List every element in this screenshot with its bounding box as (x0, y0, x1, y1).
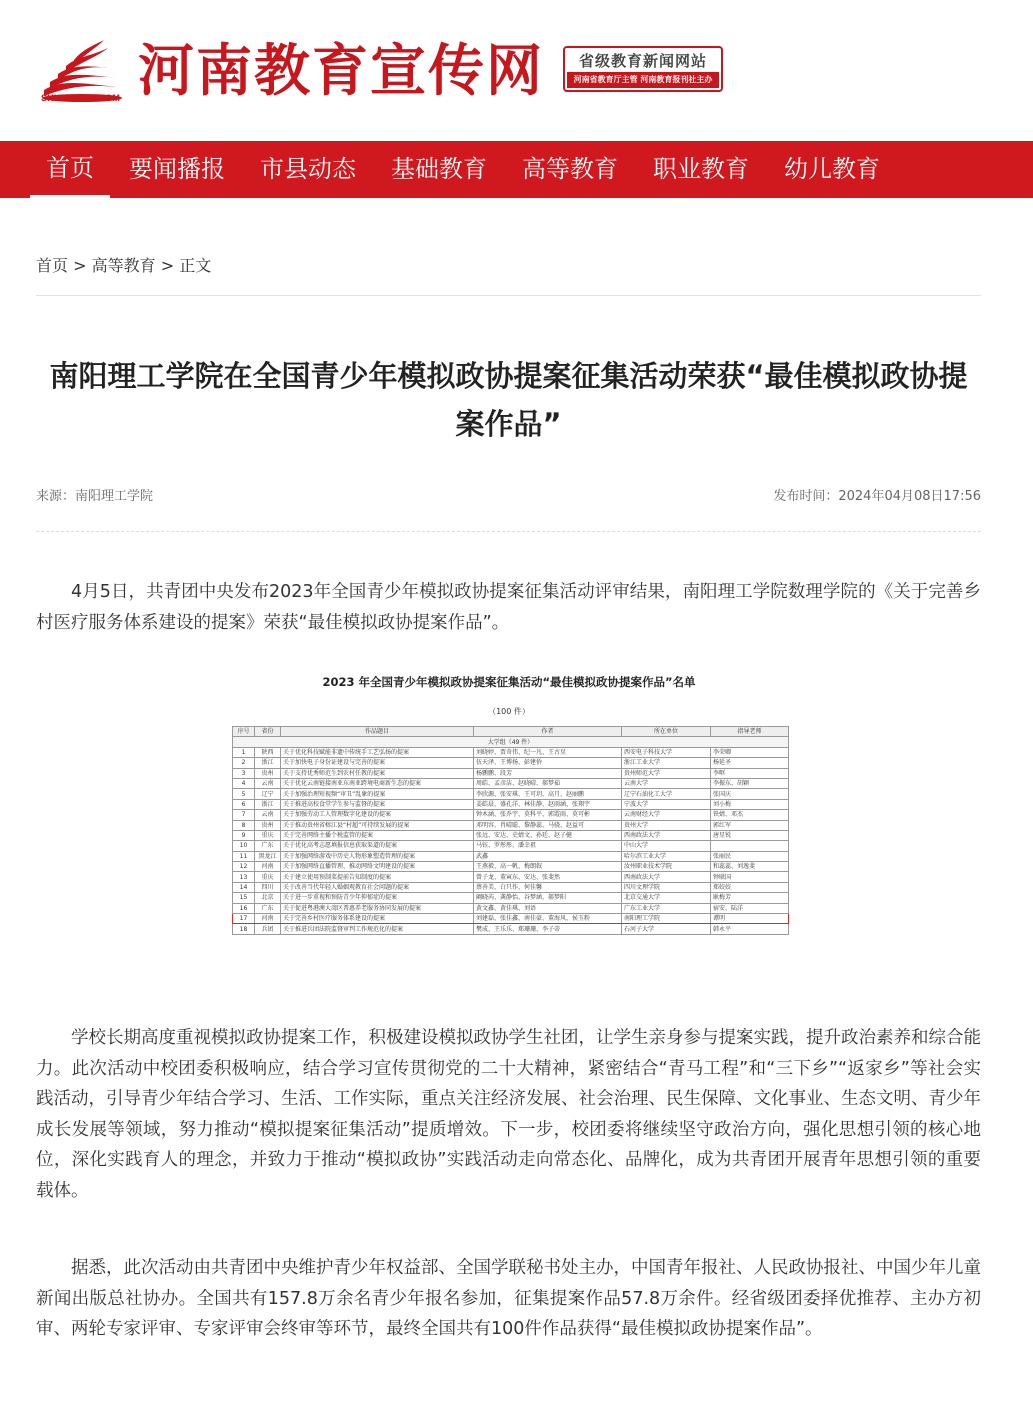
breadcrumb-separator: > (160, 256, 175, 275)
table-cell: 13 (233, 872, 255, 882)
table-row (233, 768, 789, 778)
table-row (233, 914, 789, 924)
table-cell: 关于推动贵州省榕江县“村超”可持续发展的提案 (281, 820, 474, 830)
table-cell: 四川文理学院 (622, 882, 711, 892)
table-cell: 黄文鑫、黄佳琪、刘语 (474, 903, 622, 913)
table-cell: 铁婧、邓杰 (711, 810, 789, 820)
table-cell: 8 (233, 820, 255, 830)
table-cell: 哈尔滨工业大学 (622, 851, 711, 861)
table-cell: 1 (233, 747, 255, 757)
table-cell: 杨鹏鹏、段芳 (474, 768, 622, 778)
table-cell: 西安电子科技大学 (622, 747, 711, 757)
nav-item-news[interactable]: 要闻播报 (129, 155, 225, 183)
table-cell: 关于推进高校食堂学生参与监督的提案 (281, 799, 474, 809)
table-cell: 伍天泽、王博扬、彭建侨 (474, 758, 622, 768)
table-cell: 钟联国 (711, 872, 789, 882)
table-cell: 辽宁石油化工大学 (622, 789, 711, 799)
table-cell: 7 (233, 810, 255, 820)
table-cell: 16 (233, 903, 255, 913)
table-cell: 2 (233, 758, 255, 768)
table-cell: 陕西 (255, 747, 281, 757)
table-row (233, 820, 789, 830)
table-cell: 关于加强网络游戏中历史人物形象塑造管理的提案 (281, 851, 474, 861)
table-row (233, 758, 789, 768)
table-cell: 张远、安达、史婧文、孙廷、赵子健 (474, 830, 622, 840)
nav-item-home[interactable]: 首页 (30, 141, 110, 198)
table-cell: 关于支持优秀师范生到农村任教的提案 (281, 768, 474, 778)
nav-item-vocational-education[interactable]: 职业教育 (653, 155, 749, 183)
site-header (0, 0, 1033, 141)
table-cell: 广东 (255, 903, 281, 913)
breadcrumb-divider (36, 295, 981, 296)
award-table (232, 726, 789, 935)
breadcrumb (36, 253, 211, 276)
table-cell: 周皓、孟彦洁、赵晓晴、郝梦茹 (474, 778, 622, 788)
table-row (233, 872, 789, 882)
table-cell: 3 (233, 768, 255, 778)
table-row (233, 778, 789, 788)
table-cell (711, 841, 789, 851)
table-header-row (233, 727, 789, 737)
breadcrumb-home[interactable]: 首页 (36, 256, 69, 275)
table-cell: 关于完善网络主播个税监管的提案 (281, 830, 474, 840)
table-cell: 5 (233, 789, 255, 799)
doc-count: （100 件） (488, 707, 530, 716)
table-row (233, 789, 789, 799)
table-cell: 河南 (255, 862, 281, 872)
table-cell: 刘晓婷、贾奇伟、纪一凡、王古星 (474, 747, 622, 757)
nav-item-local[interactable]: 市县动态 (260, 155, 356, 183)
article-source: 来源：南阳理工学院 (36, 489, 154, 504)
table-cell: 11 (233, 851, 255, 861)
table-cell: 云南大学 (622, 778, 711, 788)
table-cell: 云南 (255, 810, 281, 820)
table-cell: 贵州 (255, 768, 281, 778)
table-cell: 北京交通大学 (622, 893, 711, 903)
table-row (233, 924, 789, 934)
table-cell: 中山大学 (622, 841, 711, 851)
table-cell: 郑姣姣 (711, 882, 789, 892)
site-badge (563, 46, 723, 92)
table-cell: 关于完善乡村医疗服务体系建设的提案 (281, 914, 474, 924)
table-header: 作者 (474, 727, 622, 737)
table-cell: 马钰、罗彤彤、潘幸祖 (474, 841, 622, 851)
nav-item-higher-education[interactable]: 高等教育 (522, 155, 618, 183)
table-cell: 关于推进兵团法院监督审判工作规范化的提案 (281, 924, 474, 934)
table-cell: 阚晓芮、龚静怡、谷梦涵、郝梦阳 (474, 893, 622, 903)
table-row (233, 810, 789, 820)
table-cell: 河南 (255, 914, 281, 924)
table-row (233, 893, 789, 903)
table-cell: 关于优化云南链接南亚东南亚跨境电商新生态的提案 (281, 778, 474, 788)
table-cell: 关于加强治理短视频“审丑”乱象的提案 (281, 789, 474, 799)
table-cell: 北京 (255, 893, 281, 903)
table-cell: 蔡善美、白只作、何佳馨 (474, 882, 622, 892)
table-cell: 四川 (255, 882, 281, 892)
table-row (233, 747, 789, 757)
table-row (233, 882, 789, 892)
table-cell: 邓明容、肖晴聪、黎静蕊、马骁、赵益可 (474, 820, 622, 830)
table-cell: 18 (233, 924, 255, 934)
table-cell: 韩永平 (711, 924, 789, 934)
table-header: 省份 (255, 727, 281, 737)
table-cell: 4 (233, 778, 255, 788)
table-cell: 贵州 (255, 820, 281, 830)
nav-item-basic-education[interactable]: 基础教育 (391, 155, 487, 183)
badge-subtitle: 河南省教育厅主管 河南教育报刊社主办 (567, 72, 719, 88)
table-cell: 关于促进粤港澳大湾区普惠养老服务协同发展的提案 (281, 903, 474, 913)
table-cell: 17 (233, 914, 255, 924)
table-cell: 耿梅芳 (711, 893, 789, 903)
table-cell: 关于进一步重视和预防青少年抑郁症的提案 (281, 893, 474, 903)
table-cell: 14 (233, 882, 255, 892)
table-cell: 张丽民 (711, 851, 789, 861)
table-cell: 关于加快电子身份证建设与完善的提案 (281, 758, 474, 768)
table-cell: 李振东、胡颖 (711, 778, 789, 788)
table-row (233, 841, 789, 851)
table-cell: 10 (233, 841, 255, 851)
table-cell: 关于加强网络直播管理、推动网络文明建设的提案 (281, 862, 474, 872)
table-cell: 15 (233, 893, 255, 903)
table-cell: 云南 (255, 778, 281, 788)
table-header: 指导老师 (711, 727, 789, 737)
table-cell: 9 (233, 830, 255, 840)
table-cell: 浙江 (255, 799, 281, 809)
table-cell: 兵团 (255, 924, 281, 934)
table-cell: 李欣源、张安琪、王可玥、高月、赵丽鹏 (474, 789, 622, 799)
article-published-time: 发布时间：2024年04月08日17:56 (773, 489, 981, 504)
table-header: 所在单位 (622, 727, 711, 737)
table-cell: 西南政法大学 (622, 830, 711, 840)
table-cell: 贵州大学 (622, 820, 711, 830)
table-cell: 和蕊蕊、刘逸斐 (711, 862, 789, 872)
logo-domain: SHUREN100.COM (41, 93, 121, 103)
table-cell: 关于建立使用预制菜提前告知制度的提案 (281, 872, 474, 882)
table-cell: 关于改善当代年轻人婚姻观教育社会问题的提案 (281, 882, 474, 892)
table-row (233, 830, 789, 840)
nav-item-preschool-education[interactable]: 幼儿教育 (784, 155, 880, 183)
article-title: 南阳理工学院在全国青少年模拟政协提案征集活动荣获“最佳模拟政协提案作品” (49, 359, 968, 441)
table-cell: 李哐 (711, 768, 789, 778)
table-cell: 宿安、陆洋 (711, 903, 789, 913)
table-cell: 广东 (255, 841, 281, 851)
table-cell: 钟木涵、张乔宇、莫科平、郭霞雨、莫可彬 (474, 810, 622, 820)
table-cell: 12 (233, 862, 255, 872)
table-cell: 张国庆 (711, 789, 789, 799)
table-cell: 汝州职业技术学院 (622, 862, 711, 872)
table-cell: 重庆 (255, 872, 281, 882)
article-paragraph-1: 4月5日，共青团中央发布2023年全国青少年模拟政协提案征集活动评审结果，南阳理工学院数理学院的《关于完善乡村医疗服务体系建设的提案》荣获“最佳模拟政协提案作品”。 (36, 582, 981, 633)
table-cell: 石河子大学 (622, 924, 711, 934)
table-cell: 南阳理工学院 (622, 914, 711, 924)
table-cell: 贵州师范大学 (622, 768, 711, 778)
table-row (233, 903, 789, 913)
table-cell: 西南政法大学 (622, 872, 711, 882)
table-cell: 重庆 (255, 830, 281, 840)
breadcrumb-separator: > (73, 256, 87, 275)
table-cell: 关于加强劳动工人管理数字化建设的提案 (281, 810, 474, 820)
table-cell: 浙江工业大学 (622, 758, 711, 768)
table-row (233, 862, 789, 872)
table-cell: 辽宁 (255, 789, 281, 799)
table-cell: 唐星锐 (711, 830, 789, 840)
table-cell: 关于优化科技赋能非遗中传统手工艺弘扬的提案 (281, 747, 474, 757)
meta-divider (36, 531, 981, 532)
table-cell: 云南财经大学 (622, 810, 711, 820)
breadcrumb-section[interactable]: 高等教育 (91, 256, 156, 275)
table-cell: 郭红军 (711, 820, 789, 830)
table-row (233, 799, 789, 809)
group-label: 大学组（49 件） (233, 737, 789, 747)
table-cell: 李荣卿 (711, 747, 789, 757)
table-cell: 浙江 (255, 758, 281, 768)
table-cell: 黑龙江 (255, 851, 281, 861)
table-header: 序号 (233, 727, 255, 737)
article-paragraph-3: 据悉，此次活动由共青团中央维护青少年权益部、全国学联秘书处主办，中国青年报社、人民政协报社、中国少年儿童新闻出版总社协办。全国共有157.8万余名青少年报名参加，征集提案作品57.8万余件。经省级团委择优推荐、主办方初审、两轮专家评审、专家评审会终审等环节，最终全国共有100件作品获得“最佳模拟政协提案作品”。 (36, 1258, 981, 1339)
table-cell: 姜皓晨、盛孔洋、林佳静、赵雨涵、张翔宇 (474, 799, 622, 809)
table-cell: 刘建磊、张佳鑫、南佳豪、董海风、侯玉粉 (474, 914, 622, 924)
table-cell: 武鑫 (474, 851, 622, 861)
table-row (233, 851, 789, 861)
table-cell: 杨延圣 (711, 758, 789, 768)
article-paragraph-2: 学校长期高度重视模拟政协提案工作，积极建设模拟政协学生社团，让学生亲身参与提案实践，提升政治素养和综合能力。此次活动中校团委积极响应，结合学习宣传贯彻党的二十大精神，紧密结合“青马工程”和“三下乡”“返家乡”等社会实践活动，引导青少年结合学习、生活、工作实际，重点关注经济发展、社会治理、民生保障、文化事业、生态文明、青少年成长发展等领域，努力推动“模拟提案征集活动”提质增效。下一步，校团委将继续坚守政治方向，强化思想引领的核心地位，深化实践育人的理念，并致力于推动“模拟政协”实践活动走向常态化、品牌化，成为共青团开展青年思想引领的重要载体。 (36, 1028, 981, 1201)
table-cell: 6 (233, 799, 255, 809)
table-header: 作品题目 (281, 727, 474, 737)
table-cell: 谭明 (711, 914, 789, 924)
badge-title: 省级教育新闻网站 (578, 52, 707, 70)
table-cell: 曾子龙、董寅东、安达、张斐然 (474, 872, 622, 882)
table-cell: 王燕毅、高一帆、梅朗叙 (474, 862, 622, 872)
table-cell: 关于优化高考志愿填报信息获取渠道的提案 (281, 841, 474, 851)
doc-title: 2023 年全国青少年模拟政协提案征集活动“最佳模拟政协提案作品”名单 (322, 675, 696, 689)
main-nav (0, 141, 1033, 198)
table-cell: 宁波大学 (622, 799, 711, 809)
table-cell: 刘小梅 (711, 799, 789, 809)
table-group-row (233, 737, 789, 747)
article-image-award-list (228, 664, 790, 986)
table-cell: 广东工业大学 (622, 903, 711, 913)
site-logo-text[interactable]: 河南教育宣传网 (138, 38, 544, 104)
breadcrumb-current: 正文 (179, 256, 212, 275)
table-cell: 樊成、王乐乐、郑珊珊、李子蒂 (474, 924, 622, 934)
